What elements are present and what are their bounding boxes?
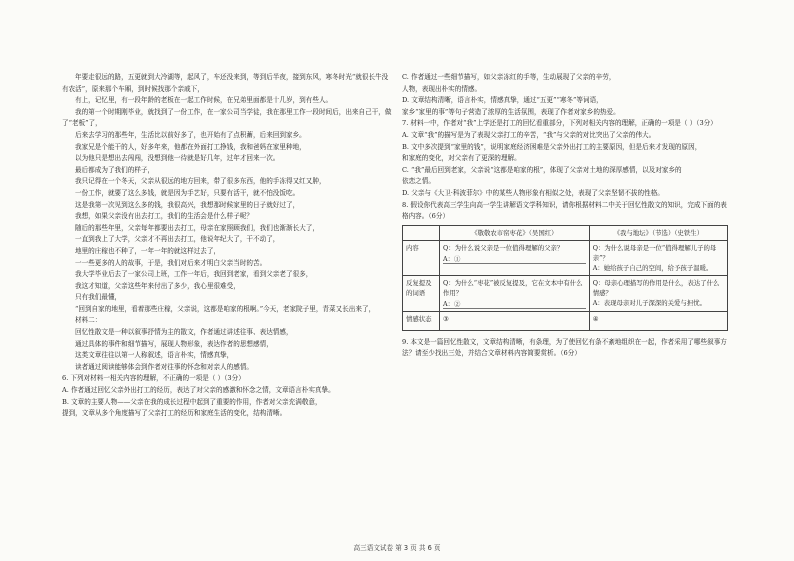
question-9: 9. 本文是一篇回忆性散文，文章结构清晰，有条理，为了使回忆有条不紊地组织在一起，作者采用了哪些叙事方法？请至少找出三处，并结合文章材料内容简要赏析。（6分） (402, 337, 727, 358)
table-row (403, 225, 728, 240)
paragraph: 一一些更多的人的故事，于是，我们对后来才明白父亲当时的苦。 (75, 258, 267, 267)
paragraph: 这类文章往往以第一人称叙述，语言朴实，情感真挚， (75, 351, 234, 360)
paragraph: 回忆性散文是一种以叙事抒情为主的散文，作者通过讲述往事、表达情感， (75, 328, 293, 337)
table-cell (440, 275, 590, 311)
quote-paragraph: “回到自家的地里，看着那些庄稼，父亲说，这都是咱家的根啊。”今天，老家院子里，青菜又长出来了， (75, 304, 376, 313)
paragraph: 有上，记忆里，有一段年龄的老板在一起工作时候，在兄弟里面都是十几岁，到有些人。 (75, 96, 333, 105)
paragraph: 这是我第一次见到这么多的钱，我很高兴，我想那时候家里的日子就好过了， (75, 200, 300, 209)
table-header: 《我与地坛》（节选）（史铁生） (589, 225, 727, 240)
answer-field[interactable]: ④ (589, 311, 727, 330)
q7-option: B. 文中多次提到“家里的钱”，说明家庭经济困难是父亲外出打工的主要原因，但是后来才发现的原因， (402, 142, 702, 151)
material-two-title: 材料二： (75, 316, 102, 325)
table-header: 《敬敬农市窑枣花》（吴国红） (440, 225, 590, 240)
table-row (403, 275, 728, 311)
q6-option: 提到，文章从多个角度描写了父亲打工的经历和家庭生活的变化，结构清晰。 (62, 409, 287, 418)
q7-option: 依恋之情。 (402, 177, 435, 186)
cell-question: Q：母亲心理描写的作用是什么，表达了什么情感？ (592, 278, 720, 297)
q7-option: A. 文章“我”的描写是为了表现父亲打工的辛苦，“我”与父亲的对比突出了父亲的伟大。 (402, 130, 656, 139)
paragraph: 我想，如果父亲没有出去打工，我们的生活会是什么样子呢？ (75, 212, 254, 221)
left-column (62, 72, 392, 420)
paragraph: 后来去学习的那些年，生活比以前好多了，也开始有了点积蓄，后来回到家乡。 (75, 130, 306, 139)
cell-question: Q：为什么说母亲是一位“值得理解儿子的母亲”？ (592, 243, 717, 262)
cell-question: Q：为什么说父亲是一位值得理解的父亲？ (443, 243, 564, 252)
paragraph: 通过具体的事件和细节描写，展现人物形象，表达作者的思想感情， (75, 339, 273, 348)
cell-question: Q：为什么“枣花”被反复提及，它在文本中有什么作用？ (443, 278, 583, 297)
answer-table (402, 225, 728, 331)
table-row (403, 311, 728, 330)
paragraph: 随后的那些年里，父亲每年都要出去打工，母亲在家照顾我们，我们也渐渐长大了， (75, 223, 319, 232)
table-cell (589, 240, 727, 275)
page-footer: 高三语文试卷 第 3 页 共 6 页 (353, 544, 441, 552)
row-label: 反复提及的词语 (403, 275, 440, 311)
table-cell (589, 275, 727, 311)
q6-option: A. 作者通过回忆父亲外出打工的经历，表达了对父亲的感激和怀念之情，文章语言朴实真挚。 (62, 386, 335, 395)
question-7: 7. 材料一中，作者对“我”上学还是打工的回忆看重部分，下列对相关内容的理解，正确的一项是（ ）（3分） (402, 119, 717, 128)
paragraph: 年要走很远的路，五更就到大冷湖等，起风了，车还没来到，等到后半夜，接到东风，寒冬时光“就很长牛没有农活”，原来那个车厢，到时候找那个亲戚下， (62, 73, 389, 93)
q7-option: C. “我”最后回到老家，父亲说“这都是咱家的根”，体现了父亲对土地的深厚感情，以及对家乡的 (402, 165, 682, 174)
answer-field[interactable]: ③ (440, 311, 590, 330)
paragraph: 我家兄是个能干的人，好多年来，他都在外面打工挣钱，我和爸妈在家里种地， (75, 142, 306, 151)
paragraph: 最后都成为了我们的样子， (75, 165, 155, 174)
cell-answer: A：表现母亲对儿子深深的关爱与担忧。 (592, 298, 706, 307)
paragraph: 我大学毕业后去了一家公司上班，工作一年后，我回到老家，看到父亲老了很多， (75, 270, 313, 279)
paragraph: 读者通过阅读能够体会到作者对往事的怀念和对亲人的感情。 (75, 362, 254, 371)
row-label: 内容 (403, 240, 440, 275)
q7-option: D. 父亲与《大卫·科波菲尔》中的某些人物形象有相似之处，表现了父亲坚韧不拔的性格。 (402, 188, 664, 197)
paragraph: 只有我们最懂， (75, 293, 122, 302)
q6-option: 家乡“家里的事”等句子营造了浓厚的生活氛围，表现了作者对家乡的热爱。 (402, 107, 620, 116)
table-row (403, 240, 728, 275)
paragraph: 我的第一个时期刚毕业，就找到了一份工作，在一家公司当学徒，我在那里工作一段时间后，出来自己干，做了“老板”了， (62, 107, 392, 128)
q6-option: D. 文章结构清晰，语言朴实，情感真挚，通过“五更”“寒冬”等词语， (402, 96, 603, 105)
paragraph: 我只记得在一个冬天，父亲从很远的地方回来，带了很多东西，他的手冻得又红又肿， (75, 177, 326, 186)
paragraph: 地里的庄稼也不种了，一年一年的就这样过去了， (75, 246, 221, 255)
right-column (402, 72, 732, 360)
paragraph: 一直到我上了大学，父亲才不再出去打工，他说年纪大了，干不动了， (75, 235, 280, 244)
paragraph: 我这才知道，父亲这些年来付出了多少，我心里很难受， (75, 281, 240, 290)
paragraph: 以为他只是想出去闯闯，没想到他一待就是好几年，过年才回来一次。 (75, 154, 280, 163)
question-6: 6. 下列对材料一相关内容的理解，不正确的一项是（ ）（3分） (62, 374, 245, 383)
q7-option: 和家庭的变化，对父亲有了更深的理解。 (402, 154, 521, 163)
q6-option: 人物，表现出朴实的情感。 (402, 84, 482, 93)
cell-answer: A：她给孩子自己的空间，给予孩子温暖。 (592, 263, 713, 272)
answer-field[interactable]: A：① (443, 254, 586, 264)
row-label: 情感状态 (403, 311, 440, 330)
q6-option: B. 文章的主要人物——父亲在我的成长过程中起到了重要的作用，作者对父亲充满敬意， (62, 397, 322, 406)
table-cell (440, 240, 590, 275)
table-cell (403, 225, 440, 240)
paragraph: 一份工作，就要了这么多钱，就是因为手艺好，只要有活干，就不怕没饭吃。 (75, 188, 300, 197)
answer-field[interactable]: A：② (443, 299, 586, 309)
q6-option: C. 作者通过一些细节描写，如父亲冻红的手等，生动展现了父亲的辛劳， (402, 73, 616, 81)
question-8: 8. 假设你代表高三学生向高一学生讲解语文学科知识，请你根据材料二中关于回忆性散文的知识，完成下面的表格内容。（6分） (402, 200, 727, 221)
